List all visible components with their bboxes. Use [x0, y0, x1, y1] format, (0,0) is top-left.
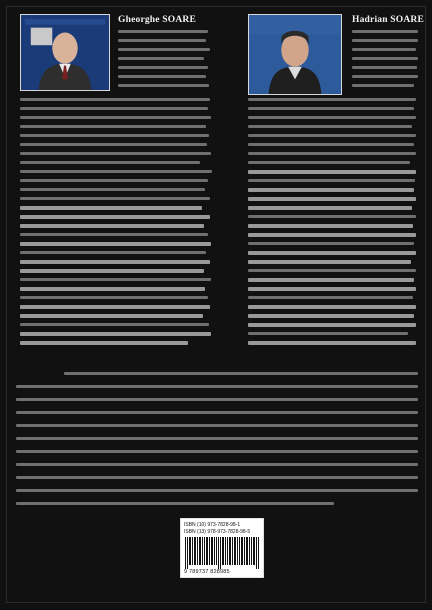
isbn-10-text: ISBN (10) 973-7828-98-1 [184, 522, 241, 528]
author-name-right: Hadrian SOARE [352, 15, 425, 25]
barcode-label [180, 518, 264, 578]
barcode-digits: 9 789737 828985 [184, 569, 230, 575]
author-photo-left [20, 14, 110, 91]
author-photo-right [248, 14, 342, 95]
barcode-icon [185, 537, 261, 569]
author-name-left: Gheorghe SOARE [118, 15, 197, 25]
isbn-13-text: ISBN (13) 978-973-7828-98-5 [184, 529, 251, 535]
